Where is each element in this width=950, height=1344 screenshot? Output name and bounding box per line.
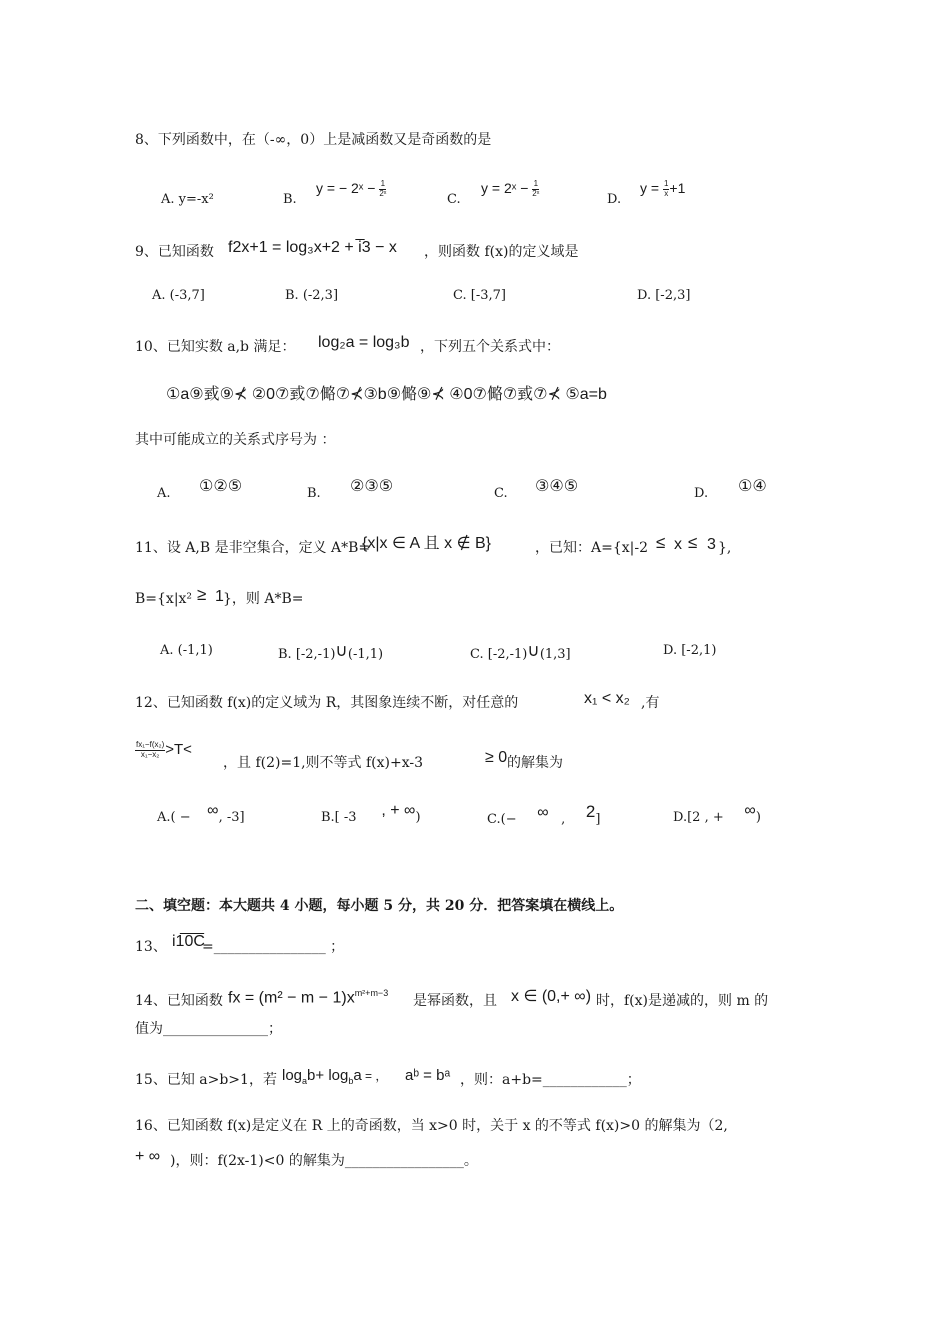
q8-b-frac-den: 2ˣ bbox=[379, 188, 387, 198]
q11-three: 3 bbox=[707, 536, 716, 553]
q11-c-post: (1,3] bbox=[539, 647, 571, 662]
q8-d-plus-one: +1 bbox=[669, 180, 686, 196]
q10-d-value: ①④ bbox=[738, 478, 767, 495]
q11-option-d: D. [-2,1) bbox=[663, 643, 717, 658]
q12-option-c bbox=[487, 802, 601, 827]
q11-c-cup: ∪ bbox=[527, 641, 540, 660]
q11-c-pre: C. [-2,-1) bbox=[470, 647, 528, 662]
q15-pre: 15、已知 a>b>1，若 bbox=[135, 1072, 277, 1088]
q9-stem-post: ，则函数 f(x)的定义域是 bbox=[424, 244, 579, 260]
q8-option-c-expr bbox=[481, 180, 539, 199]
q12-condition: ，且 f(2)=1,则不等式 f(x)+x-3 bbox=[223, 755, 424, 771]
q11-ge: ≥ bbox=[197, 585, 207, 604]
q14-cond: x ∈ (0,+ ∞) bbox=[511, 988, 592, 1005]
q9-option-a: A. (-3,7] bbox=[152, 288, 205, 303]
q12-c-pre: C.(− bbox=[487, 812, 517, 827]
q8-c-expr: y = 2ˣ − bbox=[481, 180, 533, 196]
q10-formula: log₂a = log₃b bbox=[318, 334, 410, 351]
q8-c-frac-num: 1 bbox=[533, 179, 539, 188]
q9-formula: f2x+1 = log₃x+2 + i̅3 − x bbox=[228, 239, 397, 256]
q12-b-inf: , + ∞ bbox=[381, 802, 416, 819]
q9-option-d: D. [-2,3] bbox=[637, 288, 691, 303]
q8-c-label: C. bbox=[447, 192, 461, 207]
q12-d-post: ) bbox=[755, 810, 761, 825]
q12-c-two: 2 bbox=[585, 802, 596, 821]
q15-log-expr: $\log_ab+ \log_ba$ = ， bbox=[282, 1067, 388, 1086]
q10-b-value: ②③⑤ bbox=[350, 478, 394, 495]
q12-option-d bbox=[673, 802, 761, 825]
q16-line1: 16、已知函数 f(x)是定义在 R 上的奇函数，当 x>0 时，关于 x 的不等式 f(x)>0 的解集为（2, bbox=[135, 1118, 728, 1134]
q8-a-expr: y=-x² bbox=[178, 192, 214, 207]
q11-le-1: ≤ bbox=[656, 533, 666, 552]
q10-a-value: ①②⑤ bbox=[199, 478, 243, 495]
q12-c-comma: , bbox=[561, 812, 566, 827]
q11-option-a: A. (-1,1) bbox=[160, 643, 213, 658]
q9-stem-pre: 9、已知函数 bbox=[135, 244, 214, 260]
q12-option-a bbox=[157, 802, 245, 825]
q14-line2: 值为_______________； bbox=[135, 1021, 282, 1037]
q8-option-b-expr bbox=[316, 180, 386, 199]
q10-prompt: 其中可能成立的关系式序号为 ： bbox=[135, 432, 336, 448]
q12-d-inf: ∞ bbox=[744, 802, 756, 819]
q10-a-label: A. bbox=[157, 486, 171, 501]
q14-formula bbox=[228, 989, 388, 1006]
q12-frac-num: fx₁−f(x₂) bbox=[136, 740, 165, 749]
q12-a-pre: A.( − bbox=[157, 810, 191, 825]
q12-option-b bbox=[321, 802, 421, 825]
q11-le-2: ≤ bbox=[688, 533, 698, 552]
q8-option-a bbox=[161, 193, 214, 206]
q11-one: 1 bbox=[215, 588, 224, 605]
q11-b-post: (-1,1) bbox=[347, 647, 384, 662]
q10-c-value: ③④⑤ bbox=[535, 478, 579, 495]
q8-c-fraction bbox=[532, 180, 539, 199]
q15-log2: log bbox=[328, 1067, 349, 1084]
q12-c-post: ] bbox=[595, 812, 601, 827]
q16-line2: )，则：f(2x-1)<0 的解集为_________________。 bbox=[170, 1153, 478, 1169]
q14-pre: 14、已知函数 bbox=[135, 993, 223, 1009]
q11-b-def-pre: B={x|x² bbox=[135, 591, 193, 607]
q13-blank: =________________ ； bbox=[202, 939, 345, 955]
q12-c-inf: ∞ bbox=[537, 804, 549, 821]
q11-close: }, bbox=[718, 540, 732, 556]
q11-stem-pre: 11、设 A,B 是非空集合，定义 A*B= bbox=[135, 540, 371, 556]
q8-b-expr: y = − 2ˣ − bbox=[316, 180, 380, 196]
q11-x: x bbox=[674, 536, 682, 553]
q11-option-b bbox=[278, 641, 384, 662]
q8-a-label: A. bbox=[161, 192, 175, 207]
q8-d-expr: y = bbox=[640, 180, 663, 196]
q10-relations: ①a⑨㦶⑨⊀ ②0⑦㦶⑦㑼⑦⊀③b⑨㑼⑨⊀ ④0⑦㑼⑦㦶⑦⊀ ⑤a=b bbox=[166, 386, 607, 403]
q11-b-cup: ∪ bbox=[335, 641, 348, 660]
q11-option-c bbox=[470, 641, 571, 662]
q12-b-post: ) bbox=[415, 810, 421, 825]
q12-gt: >T< bbox=[165, 741, 192, 758]
q8-b-label: B. bbox=[283, 192, 297, 207]
q13-expr: i1̅0̅C̅ bbox=[172, 933, 205, 950]
q12-stem-post: ,有 bbox=[641, 695, 660, 711]
q8-b-fraction bbox=[379, 180, 386, 199]
q15-pow: aᵇ = bᵃ bbox=[405, 1067, 451, 1084]
q10-d-label: D. bbox=[694, 486, 709, 501]
q14-formula-exp: m²+m−3 bbox=[354, 988, 389, 998]
q10-stem-pre: 10、已知实数 a,b 满足： bbox=[135, 339, 296, 355]
q13-number: 13、 bbox=[135, 939, 167, 955]
q8-d-frac-den: x bbox=[664, 188, 669, 198]
q15-log1: log bbox=[282, 1067, 303, 1084]
q10-c-label: C. bbox=[494, 486, 508, 501]
q12-frac-den: x₁−x₂ bbox=[140, 749, 160, 759]
question-8-stem: 8、下列函数中，在（-∞，0）上是减函数又是奇函数的是 bbox=[135, 132, 492, 148]
q12-ge: ≥ 0 bbox=[485, 749, 508, 766]
q15-post: ，则：a+b=____________； bbox=[460, 1072, 641, 1088]
q11-b-def-post: }，则 A*B= bbox=[223, 591, 304, 607]
q12-b-pre: B.[ -3 bbox=[321, 810, 357, 825]
q12-tail: 的解集为 bbox=[507, 755, 563, 771]
q12-a-inf: ∞ bbox=[207, 802, 219, 819]
q15-rest: = ， bbox=[361, 1069, 388, 1083]
q11-stem-mid: ，已知：A={x|-2 bbox=[535, 540, 648, 556]
q12-lt: x₁ < x₂ bbox=[584, 690, 630, 707]
q12-stem-pre: 12、已知函数 f(x)的定义域为 R，其图象连续不断，对任意的 bbox=[135, 695, 519, 711]
section-2-heading: 二、填空题：本大题共 4 小题，每小题 5 分，共 20 分．把答案填在横线上。 bbox=[135, 898, 624, 914]
q14-formula-base: fx = (m² − m − 1)x bbox=[228, 989, 355, 1007]
q8-c-frac-den: 2ˣ bbox=[532, 188, 540, 198]
q12-fraction bbox=[135, 741, 165, 760]
q8-option-d-expr bbox=[640, 180, 685, 199]
q12-fraction-block bbox=[135, 741, 192, 760]
q12-a-post: , -3] bbox=[218, 810, 245, 825]
q9-option-c: C. [-3,7] bbox=[453, 288, 506, 303]
q8-d-label: D. bbox=[607, 192, 622, 207]
q8-b-frac-num: 1 bbox=[380, 179, 386, 188]
q14-post: 时，f(x)是递减的，则 m 的 bbox=[596, 993, 769, 1009]
q10-b-label: B. bbox=[307, 486, 321, 501]
q16-inf: + ∞ bbox=[135, 1148, 161, 1165]
q11-b-pre: B. [-2,-1) bbox=[278, 647, 336, 662]
q9-option-b: B. (-2,3] bbox=[285, 288, 339, 303]
q11-definition: {x|x ∈ A 且 x ∉ B} bbox=[362, 535, 491, 552]
q14-mid: 是幂函数，且 bbox=[413, 993, 497, 1009]
q12-d-pre: D.[2 , + bbox=[673, 810, 724, 825]
q10-stem-post: ，下列五个关系式中： bbox=[420, 339, 560, 355]
q8-d-frac-num: 1 bbox=[663, 179, 669, 188]
